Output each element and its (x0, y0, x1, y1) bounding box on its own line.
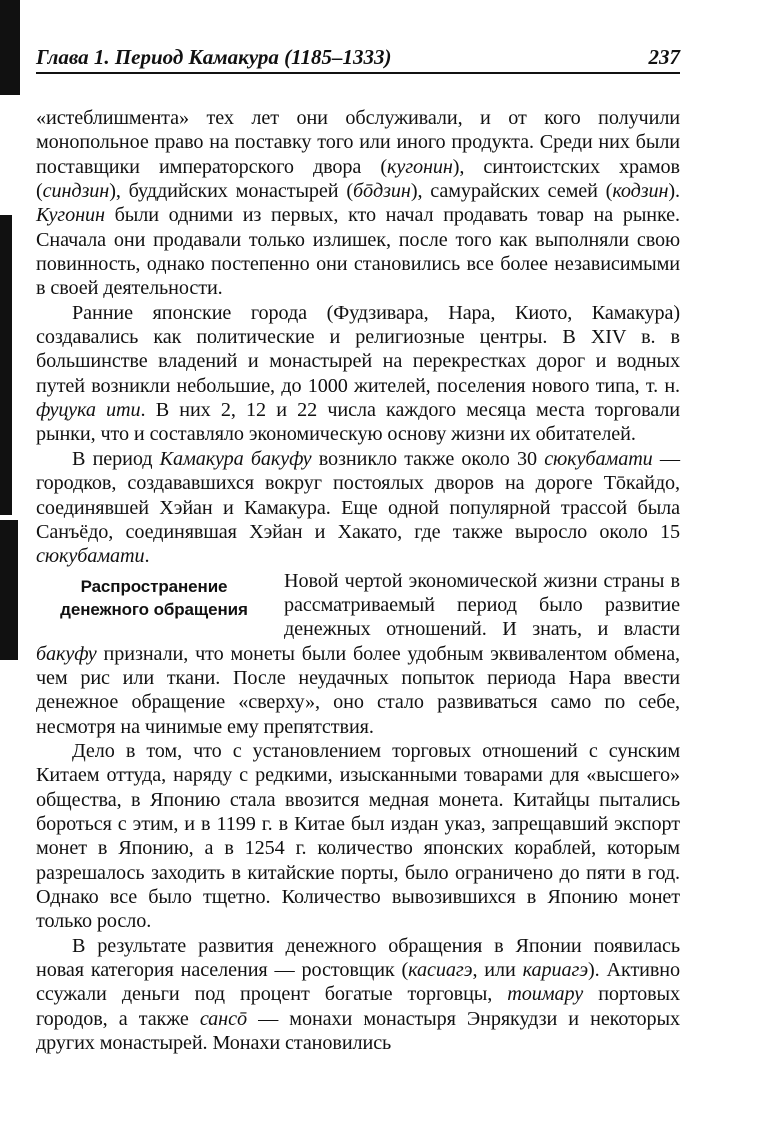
margin-heading: Распространение денежного обращения (60, 576, 248, 619)
paragraph-6: В результате развития денежного обращения в Японии появилась новая категория населения — ростовщик (касиагэ, или кариагэ). Активно ссужали деньги под процент богатые торговцы, тоимару портовых городов, а также сансō — монахи монастыря Энрякудзи и некоторых других монастырей. Монахи становились (36, 934, 680, 1055)
paragraph-2: Ранние японские города (Фудзивара, Нара, Киото, Камакура) создавались как политические и религиозные центры. В XIV в. в большинстве владений и монастырей на перекрестках дорог и водных путей возникли небольшие, до 1000 жителей, поселения нового типа, т. н. фуцука ити. В них 2, 12 и 22 числа каждого месяца места торговали рынки, что и составляло экономическую основу жизни их обитателей. (36, 301, 680, 446)
book-page (36, 42, 680, 1055)
chapter-title: Глава 1. Период Камакура (1185–1333) (36, 45, 392, 69)
running-header (36, 42, 680, 74)
page-number: 237 (648, 45, 680, 69)
paragraph-5: Дело в том, что с установлением торговых отношений с сунским Китаем оттуда, наряду с редкими, изысканными товарами для «высшего» общества, в Японию стала ввозится медная монета. Китайцы пытались бороться с этим, и в 1199 г. в Китае был издан указ, запрещавший экспорт монет в Японию, а в 1254 г. количество японских кораблей, которым разрешалось заходить в китайские порты, было ограничено до пяти в год. Однако все было тщетно. Количество вывозившихся в Японию монет только росло. (36, 739, 680, 933)
scan-shadow (0, 0, 22, 1141)
paragraph-3: В период Камакура бакуфу возникло также около 30 сюкубамати — городков, создававшихся вокруг постоялых дворов на дороге Тōкайдо, соединявшей Хэйан и Камакура. Еще одной популярной трассой была Санъёдо, соединявшая Хэйан и Хакато, где также выросло около 15 сюкубамати. (36, 447, 680, 568)
paragraph-4: Новой чертой экономической жизни страны в рассматриваемый период было развитие денежных отношений. И знать, и власти бакуфу признали, что монеты были более удобным эквивалентом обмена, чем рис или ткани. После неудачных попыток периода Нара ввести денежное обращение «сверху», оно стало развиваться само по себе, несмотря на чинимые ему препятствия. (36, 569, 680, 738)
paragraph-1: «истеблишмента» тех лет они обслуживали, и от кого получили монопольное право на поставку того или иного продукта. Среди них были поставщики императорского двора (кугонин), синтоистских храмов (синдзин), буддийских монастырей (бōдзин), самурайских семей (кодзин). Кугонин были одними из первых, кто начал продавать товар на рынке. Сначала они продавали только излишек, после того как выполняли свою повинность, однако постепенно они становились все более независимыми в своей деятельности. (36, 107, 680, 300)
body-text (36, 106, 680, 1055)
